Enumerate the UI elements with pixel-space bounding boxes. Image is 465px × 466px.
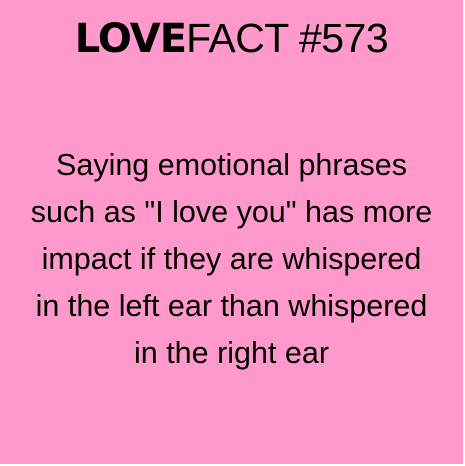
page-title xyxy=(0,14,463,63)
fact-line: in the left ear than whispered xyxy=(35,289,428,323)
fact-line: such as "I love you" has more xyxy=(30,195,433,229)
fact-line: impact if they are whispered xyxy=(41,242,422,276)
title-fact-number: FACT #573 xyxy=(186,15,389,61)
fact-text xyxy=(6,142,457,377)
fact-line: in the right ear xyxy=(134,336,329,370)
fact-line: Saying emotional phrases xyxy=(56,148,407,182)
title-love: LOVE xyxy=(74,16,187,62)
